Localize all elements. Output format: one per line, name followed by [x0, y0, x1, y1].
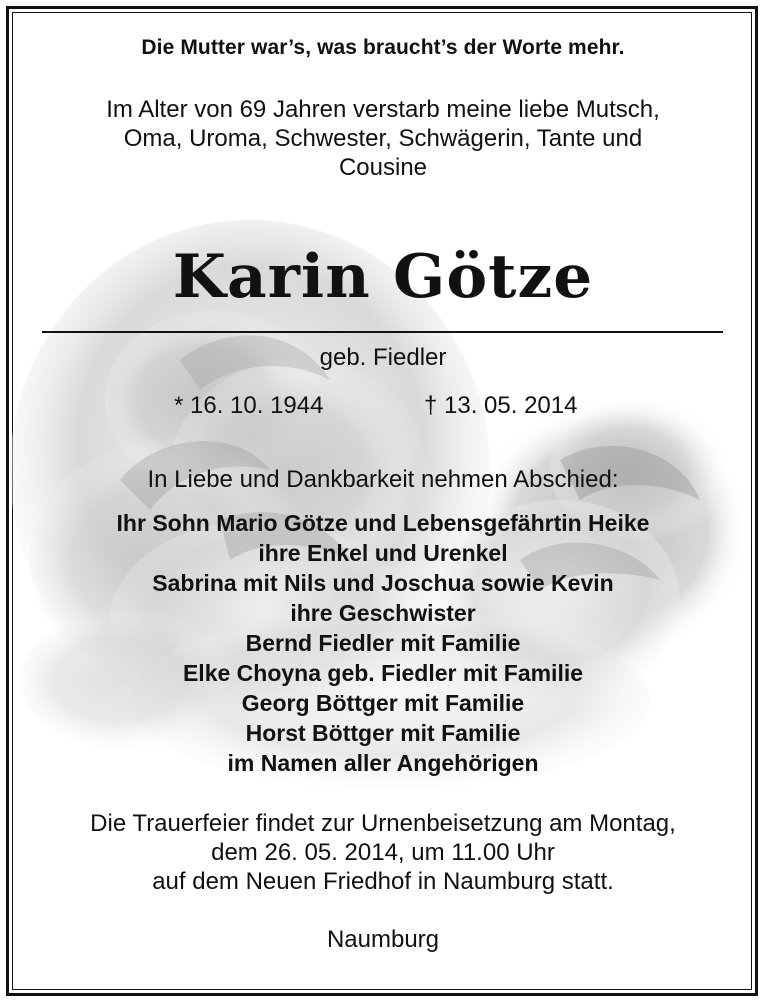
- mourner-line: Horst Böttger mit Familie: [245, 720, 521, 746]
- intro-line: Im Alter von 69 Jahren verstarb meine liebe Mutsch,: [106, 96, 660, 123]
- birth-date: * 16. 10. 1944: [174, 392, 324, 419]
- mourner-line: ihre Enkel und Urenkel: [258, 540, 508, 566]
- service-line: Die Trauerfeier findet zur Urnenbeisetzung am Montag,: [90, 810, 676, 837]
- mourner-line: im Namen aller Angehörigen: [227, 750, 539, 776]
- motto: Die Mutter war’s, was braucht’s der Worte mehr.: [141, 36, 625, 59]
- farewell-text: In Liebe und Dankbarkeit nehmen Abschied:: [147, 466, 619, 493]
- mourner-line: Sabrina mit Nils und Joschua sowie Kevin: [152, 570, 614, 596]
- place: Naumburg: [326, 926, 440, 953]
- service-info: [20, 809, 746, 896]
- death-date: † 13. 05. 2014: [424, 392, 578, 419]
- intro-text: [20, 95, 746, 182]
- mourners-list: [20, 508, 746, 778]
- mourner-line: Bernd Fiedler mit Familie: [245, 630, 521, 656]
- mourner-line: ihre Geschwister: [290, 600, 476, 626]
- divider: [42, 331, 723, 333]
- service-line: dem 26. 05. 2014, um 11.00 Uhr: [211, 839, 555, 866]
- service-line: auf dem Neuen Friedhof in Naumburg statt.: [152, 868, 614, 895]
- mourner-line: Georg Böttger mit Familie: [241, 690, 525, 716]
- maiden-name: geb. Fiedler: [319, 344, 447, 371]
- deceased-name: Karin Götze: [172, 242, 594, 312]
- intro-line: Cousine: [338, 154, 428, 181]
- mourner-line: Ihr Sohn Mario Götze und Lebensgefährtin Heike: [116, 510, 650, 536]
- intro-line: Oma, Uroma, Schwester, Schwägerin, Tante und: [123, 125, 643, 152]
- mourner-line: Elke Choyna geb. Fiedler mit Familie: [182, 660, 584, 686]
